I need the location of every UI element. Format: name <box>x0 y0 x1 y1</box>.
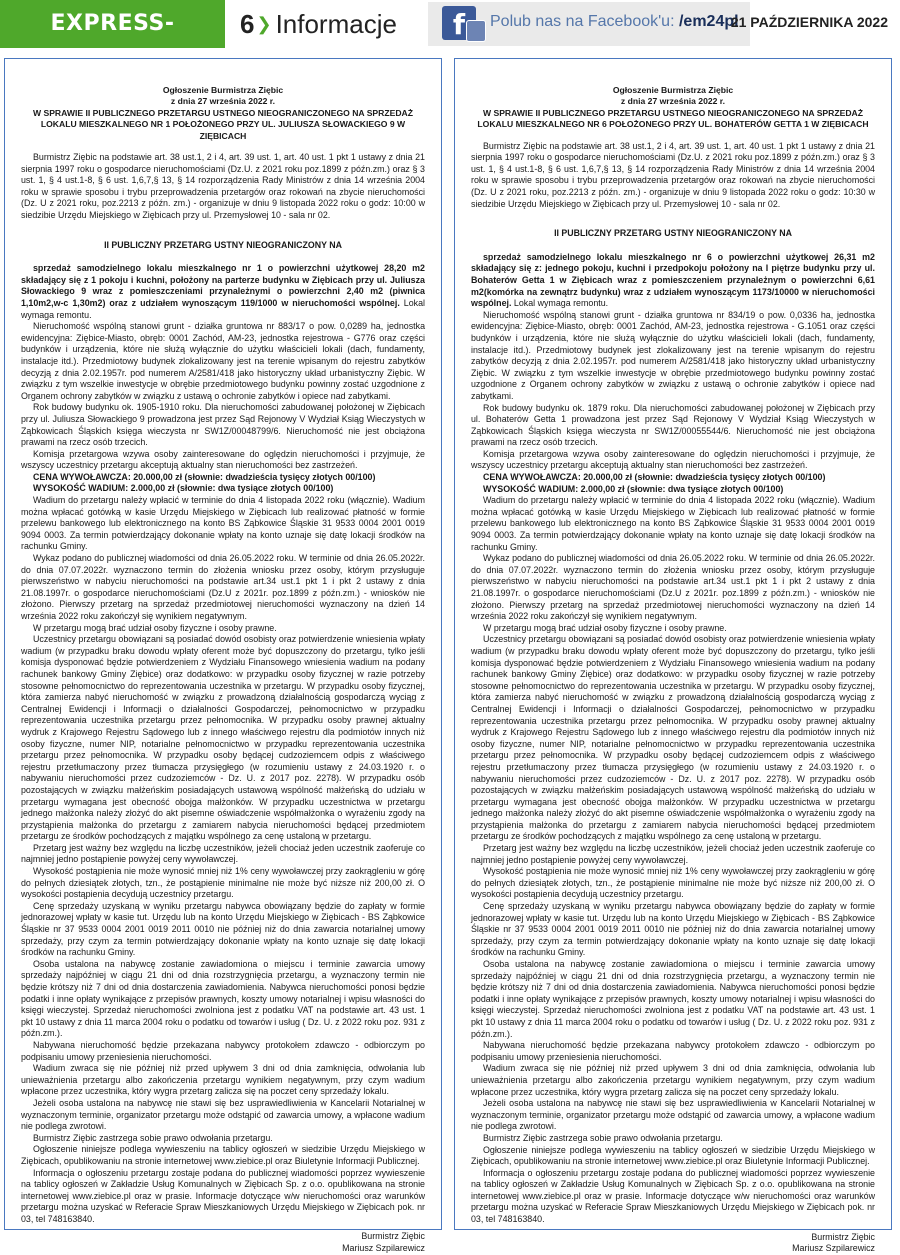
notice-paragraph: Wadium do przetargu należy wpłacić w terminie do dnia 4 listopada 2022 roku (włącznie). Wadium można wpłacać gotówką w kasie Urzędu Miejskiego w Ziębicach lub realizować płatność w formie przelewu bankowego lub elektronicznego na konto BS Ząbkowice Śląskie 31 9533 0004 2001 0019 9094 0003. Za termin potwierdzający dokonanie wpłaty na konto uznaje się datę lokacji środków na rachunku Gminy. <box>471 495 875 552</box>
notice-title-line: W SPRAWIE II PUBLICZNEGO PRZETARGU USTNEGO NIEOGRANICZONEGO NA SPRZEDAŻ <box>482 107 864 118</box>
notice-paragraph: Osoba ustalona na nabywcę zostanie zawiadomiona o miejscu i terminie zawarcia umowy sprzedaży najpóźniej w ciągu 21 dni od dnia rozstrzygnięcia przetargu, a wyznaczony termin nie będzie krótszy niż 7 dni od dnia dostarczenia zawiadomienia. Nabywca nieruchomości ponosi będzie podatki i inne opłaty wynikające z przepisów prawnych, koszty umowy notarialnej i wpisu własności do księgi wieczystej. Sprzedaż nieruchomości zwolniona jest z podatku VAT na podstawie art. 43 ust. 1 pkt 10 ustawy z dnia 11 marca 2004 roku o podatku od towarów i usług ( Dz. U. z 2022 roku poz. 931 z późn.zm.). <box>471 959 875 1039</box>
notice-paragraph: Informacja o ogłoszeniu przetargu zostaje podana do publicznej wiadomości poprzez wywieszenie na tablicy ogłoszeń w Zakładzie Usług Komunalnych w Ziębicach Sp. z o.o. opublikowana na stronie internetowej www.ziebice.pl oraz w prasie. Informacje dotyczące w/w nieruchomości oraz warunków przetargu można uzyskać w Referacie Spraw Mieszkaniowych Urzędu Miejskiego w Ziębicach pok. nr 03, tel 748163840. <box>21 1167 425 1224</box>
notice-paragraph: Burmistrz Ziębic zastrzega sobie prawo odwołania przetargu. <box>33 1132 273 1143</box>
notice-paragraph: Wadium zwraca się nie później niż przed upływem 3 dni od dnia zamknięcia, odwołania lub unieważnienia przetargu albo zakończenia przetargu wynikiem negatywnym, przy czym wadium wpłacone przez uczestnika, który wygra przetarg zalicza się na poczet ceny sprzedaży lokalu. <box>21 1063 425 1097</box>
notice-paragraph: Jeżeli osoba ustalona na nabywcę nie stawi się bez usprawiedliwienia w Kancelarii Notarialnej w wyznaczonym terminie, organizator przetargu może odstąpić od zawarcia umowy, a wpłacone wadium nie podlega zwrotowi. <box>21 1097 425 1132</box>
notice-left <box>4 58 442 1254</box>
notice-title-line: z dnia 27 września 2022 r. <box>170 96 276 107</box>
masthead <box>0 0 900 84</box>
site-logo[interactable]: EXPRESS-MIEJSKI.PL <box>0 0 225 48</box>
notice-paragraph: Wadium do przetargu należy wpłacić w terminie do dnia 4 listopada 2022 roku (włącznie). Wadium można wpłacać gotówką w kasie Urzędu Miejskiego w Ziębicach lub realizować płatność w formie przelewu bankowego lub elektronicznego na konto BS Ząbkowice Śląskie 31 9533 0004 2001 0019 9094 0003. Za termin potwierdzający dokonanie wpłaty na konto uznaje się datę lokacji środków na rachunku Gminy. <box>21 495 425 552</box>
deposit-amount: WYSOKOŚĆ WADIUM: 2.000,00 zł (słownie: dwa tysiące złotych 00/100) <box>33 483 334 494</box>
signature-title: Burmistrz Ziębic <box>811 1231 875 1242</box>
notice-paragraph: Uczestnicy przetargu obowiązani są posiadać dowód osobisty oraz potwierdzenie wniesienia wpłaty wadium (w przypadku braku dowodu wpłaty oferent może być dopuszczony do przetargu, tylko jeśli komisja dysponować będzie potwierdzeniem z Wydziału Finansowego wniesienia wadium na podany rachunek bankowy Gminy Ziębice) oraz dodatkowo: w przypadku osoby fizycznej w razie potrzeby stosowne pełnomocnictwo do reprezentowania uczestnika w przetargu. W przypadku osoby fizycznej, która zamierza nabyć nieruchomość w związku z prowadzoną działalnością gospodarczą wyciąg z Centralnej Ewidencji i Informacji o działalności Gospodarczej, pełnomocnictwo w przypadku reprezentowania uczestnika przetargu przez pełnomocnika. W przypadku osoby prawnej aktualny wydruk z Krajowego Rejestru Sądowego lub z innego właściwego rejestru dla podmiotów innych niż osoby fizyczne, numer NIP, notarialne pełnomocnictwo w przypadku reprezentowania uczestnika przetargu przez pełnomocnika. W przypadku osoby będącej cudzoziemcem odpis z właściwego rejestru przetłumaczony przez tłumacza przysięgłego (w rozumieniu ustawy z 24.03.1920 r. o nabywaniu nieruchomości przez cudzoziemców - Dz. U. z 2017 poz. 2278). W przypadku osób pozostających w związku małżeńskim posiadających ustawową wspólność małżeńską do udziału w przetargu wymagana jest obecność obojga małżonków. W przypadku uczestnictwa w przetargu jednego małżonka należy złożyć do akt pisemne oświadczenie współmałżonka o wyrażeniu zgody na przystąpienia małżonka do przetargu z zamiarem nabycia nieruchomości będącej przedmiotem przetargu ze środków pochodzących z majątku wspólnego za cenę ustaloną w przetargu. <box>471 634 875 842</box>
notice-title-line: z dnia 27 września 2022 r. <box>620 96 726 107</box>
signature <box>471 1232 875 1255</box>
starting-price: CENA WYWOŁAWCZA: 20.000,00 zł (słownie: dwadzieścia tysięcy złotych 00/100) <box>483 472 826 483</box>
notice-paragraph: W przetargu mogą brać udział osoby fizyczne i osoby prawne. <box>33 622 277 633</box>
facebook-icon: f <box>442 6 476 40</box>
notice-paragraph: Jeżeli osoba ustalona na nabywcę nie stawi się bez usprawiedliwienia w Kancelarii Notarialnej w wyznaczonym terminie, organizator przetargu może odstąpić od zawarcia umowy, a wpłacone wadium nie podlega zwrotowi. <box>471 1098 875 1132</box>
notice-title-line: LOKALU MIESZKALNEGO NR 6 POŁOŻONEGO PRZY UL. BOHATERÓW GETTA 1 W ZIĘBICACH <box>477 119 869 130</box>
notice-paragraph: Nieruchomość wspólną stanowi grunt - działka gruntowa nr 834/19 o pow. 0,0336 ha, jednostka ewidencyjna: Ziębice-Miasto, obręb: 0001 Zachód, AM-23, jednostka rejestrowa - G.1051 oraz części budynków i urządzenia, które nie służą wyłącznie do użytku właścicieli lokali (dach, fundamenty, instalacje itd.). Przedmiotowy budynek jest zlokalizowany jest na terenie wpisanym do rejestru zabytków decyzją z dnia 2.02.1957r. pod numerem A/2581/418 jako historyczny układ urbanistyczny Ziębic. W związku z tym wszelkie inwestycje w obrębie przedmiotowego budynku powinny zostać uzgodnione z Organem ochrony zabytków w związku z ustawą o ochronie zabytków i opiece nad zabytkami. <box>471 309 875 401</box>
notice-lead-tail: Lokal wymaga remontu. <box>511 298 609 309</box>
notice-paragraph: Uczestnicy przetargu obowiązani są posiadać dowód osobisty oraz potwierdzenie wniesienia wpłaty wadium (w przypadku braku dowodu wpłaty oferent może być dopuszczony do przetargu, tylko jeśli komisja dysponować będzie potwierdzeniem z Wydziału Finansowego wniesienia wadium na podany rachunek bankowy Gminy Ziębice) oraz dodatkowo: w przypadku osoby fizycznej w razie potrzeby stosowne pełnomocnictwo do reprezentowania uczestnika w przetargu. W przypadku osoby fizycznej, która zamierza nabyć nieruchomość w związku z prowadzoną działalnością gospodarczą wyciąg z Centralnej Ewidencji i Informacji o działalności Gospodarczej, pełnomocnictwo w przypadku reprezentowania uczestnika przetargu przez pełnomocnika. W przypadku osoby prawnej aktualny wydruk z Krajowego Rejestru Sądowego lub z innego właściwego rejestru dla podmiotów innych niż osoby fizyczne, numer NIP, notarialne pełnomocnictwo w przypadku reprezentowania uczestnika przetargu przez pełnomocnika. W przypadku osoby będącej cudzoziemcem odpis z właściwego rejestru przetłumaczony przez tłumacza przysięgłego (w rozumieniu ustawy z 24.03.1920 r. o nabywaniu nieruchomości przez cudzoziemców - Dz. U. z 2017 poz. 2278). W przypadku osób pozostających w związku małżeńskim posiadających ustawową wspólność małżeńską do udziału w przetargu wymagana jest obecność obojga małżonków. W przypadku uczestnictwa w przetargu jednego małżonka należy złożyć do akt pisemne oświadczenie współmałżonka o wyrażeniu zgody na przystąpienia małżonka do przetargu z zamiarem nabycia nieruchomości będącej przedmiotem przetargu ze środków pochodzących z majątku wspólnego za cenę ustaloną w przetargu. <box>21 634 425 842</box>
facebook-text: Polub nas na Facebook'u: <box>490 13 675 30</box>
notice-paragraph: Cenę sprzedaży uzyskaną w wyniku przetargu nabywca obowiązany będzie do zapłaty w formie jednorazowej wpłaty w kasie tut. Urzędu lub na konto Urzędu Miejskiego w Ziębicach - BS Ząbkowice Śląskie nr 37 9533 0004 2001 0019 2011 0010 nie później niż do dnia zawarcia notarialnej umowy sprzedaży, przy czym za termin potwierdzający dokonanie wpłaty na konto uznaje się datę lokacji środków na rachunku Gminy. <box>21 900 425 958</box>
notice-paragraph: W przetargu mogą brać udział osoby fizyczne i osoby prawne. <box>483 622 727 633</box>
notice-lead-tail: Lokal wymaga remontu. <box>21 297 425 320</box>
notice-paragraph: Cenę sprzedaży uzyskaną w wyniku przetargu nabywca obowiązany będzie do zapłaty w formie jednorazowej wpłaty w kasie tut. Urzędu lub na konto Urzędu Miejskiego w Ziębicach - BS Ząbkowice Śląskie nr 37 9533 0004 2001 0019 2011 0010 nie później niż do dnia zawarcia notarialnej umowy sprzedaży, przy czym za termin potwierdzający dokonanie wpłaty na konto uznaje się datę lokacji środków na rachunku Gminy. <box>471 901 875 958</box>
notice-paragraph: Wadium zwraca się nie później niż przed upływem 3 dni od dnia zamknięcia, odwołania lub unieważnienia przetargu albo zakończenia przetargu wynikiem negatywnym, przy czym wadium wpłacone przez uczestnika, który wygra przetarg zalicza się na poczet ceny sprzedaży lokalu. <box>471 1063 875 1097</box>
notice-paragraph: Komisja przetargowa wzywa osoby zainteresowane do oględzin nieruchomości i przyjmuje, że wszyscy uczestnicy przetargu akceptują aktualny stan nieruchomości bez zastrzeżeń. <box>471 448 875 471</box>
notice-paragraph: Ogłoszenie niniejsze podlega wywieszeniu na tablicy ogłoszeń w siedzibie Urzędu Miejskiego w Ziębicach, opublikowaniu na stronie internetowej www.ziebice.pl oraz Biuletynie Informacji Publicznej. <box>471 1144 875 1167</box>
notice-paragraph: Komisja przetargowa wzywa osoby zainteresowane do oględzin nieruchomości i przyjmuje, że wszyscy uczestnicy przetargu akceptują aktualny stan nieruchomości bez zastrzeżeń. <box>21 448 425 471</box>
page-number: 6 <box>240 9 255 39</box>
notice-title-line: W SPRAWIE II PUBLICZNEGO PRZETARGU USTNEGO NIEOGRANICZONEGO NA SPRZEDAŻ <box>32 107 414 118</box>
notice-title <box>21 85 425 142</box>
notice-subhead: II PUBLICZNY PRZETARG USTNY NIEOGRANICZONY NA <box>554 228 792 239</box>
notice-title <box>471 85 875 131</box>
signature <box>21 1231 425 1254</box>
notice-paragraph: Nabywana nieruchomość będzie przekazana nabywcy protokołem zdawczo - odbiorczym po podpisaniu umowy przeniesienia nieruchomości. <box>471 1040 875 1062</box>
notice-paragraph: Ogłoszenie niniejsze podlega wywieszeniu na tablicy ogłoszeń w siedzibie Urzędu Miejskiego w Ziębicach, opublikowaniu na stronie internetowej www.ziebice.pl oraz Biuletynie Informacji Publicznej. <box>21 1144 425 1166</box>
notice-paragraph: Rok budowy budynku ok. 1905-1910 roku. Dla nieruchomości zabudowanej położonej w Ziębicach przy ul. Juliusza Słowackiego 9 prowadzona jest przez Sąd Rejonowy V Wydział Ksiąg Wieczystych w Ząbkowicach Śląskich księga wieczysta nr SW1Z/00048799/6. Nieruchomość nie jest obciążona prawami na rzecz osób trzecich. <box>21 402 425 448</box>
notice-paragraph: Osoba ustalona na nabywcę zostanie zawiadomiona o miejscu i terminie zawarcia umowy sprzedaży najpóźniej w ciągu 21 dni od dnia rozstrzygnięcia przetargu, a wyznaczony termin nie będzie krótszy niż 7 dni od dnia dostarczenia zawiadomienia. Nabywca nieruchomości ponosi będzie podatki i inne opłaty wynikające z przepisów prawnych, koszty umowy notarialnej i wpisu własności do księgi wieczystej. Sprzedaż nieruchomości zwolniona jest z podatku VAT na podstawie art. 43 ust. 1 pkt 10 ustawy z dnia 11 marca 2004 roku o podatku od towarów i usług ( Dz. U. z 2022 roku poz. 931 z późn.zm.). <box>21 958 425 1039</box>
deposit-amount: WYSOKOŚĆ WADIUM: 2.000,00 zł (słownie: dwa tysiące złotych 00/100) <box>483 483 784 494</box>
notice-paragraph: Burmistrz Ziębic zastrzega sobie prawo odwołania przetargu. <box>483 1132 723 1143</box>
notice-paragraph: Wykaz podano do publicznej wiadomości od dnia 26.05.2022 roku. W terminie od dnia 26.05.2022r. do dnia 07.07.2022r. wyznaczono termin do złożenia wniosku przez osoby, którym przysługuje pierwszeństwo w nabyciu nieruchomości na podstawie art.34 ust.1 pkt 1 i pkt 2 ustawy z dnia 21.08.1997r. o gospodarce nieruchomościami (Dz.U z 2021r. poz.1899 z późn.zm.) - wniosków nie złożono. Pierwszy przetarg na sprzedaż przedmiotowej nieruchomości wyznaczony na dzień 14 września 2022 roku zakończył się wynikiem negatywnym. <box>21 553 425 621</box>
notice-title-line: LOKALU MIESZKALNEGO NR 1 POŁOŻONEGO PRZY UL. JULIUSZA SŁOWACKIEGO 9 W ZIĘBICACH <box>40 119 406 141</box>
notice-paragraph: Informacja o ogłoszeniu przetargu zostaje podana do publicznej wiadomości poprzez wywieszenie na tablicy ogłoszeń w Zakładzie Usług Komunalnych w Ziębicach Sp. z o.o. opublikowana na stronie internetowej www.ziebice.pl oraz w prasie. Informacje dotyczące w/w nieruchomości oraz warunków przetargu można uzyskać w Referacie Spraw Mieszkaniowych Urzędu Miejskiego w Ziębicach pok. nr 03, tel 748163840. <box>471 1167 875 1225</box>
notice-right <box>454 58 892 1254</box>
notice-title-line: Ogłoszenie Burmistrza Ziębic <box>162 85 284 95</box>
notice-paragraph: Nieruchomość wspólną stanowi grunt - działka gruntowa nr 883/17 o pow. 0,0289 ha, jednostka ewidencyjna: Ziębice-Miasto, obręb: 0001 Zachód, AM-23, jednostka rejestrowa - G776 oraz części budynków i urządzenia, które nie służą wyłącznie do użytku właścicieli lokali (dach, fundamenty, instalacje itd.). Przedmiotowy budynek zlokalizowany jest na terenie wpisanym do rejestru zabytków decyzją z dnia 2.02.1957r. pod numerem A/2581/418 jako historyczny układ urbanistyczny Ziębic. W związku z tym wszelkie inwestycje w obrębie przedmiotowego budynku powinny zostać uzgodnione z Organem ochrony zabytków w związku z ustawą o ochronie zabytków i opiece nad zabytkami. <box>21 321 425 401</box>
starting-price: CENA WYWOŁAWCZA: 20.000,00 zł (słownie: dwadzieścia tysięcy złotych 00/100) <box>33 471 376 482</box>
notice-paragraph: Wykaz podano do publicznej wiadomości od dnia 26.05.2022 roku. W terminie od dnia 26.05.2022r. do dnia 07.07.2022r. wyznaczono termin do złożenia wniosku przez osoby, którym przysługuje pierwszeństwo w nabyciu nieruchomości na podstawie art.34 ust.1 pkt 1 i pkt 2 ustawy z dnia 21.08.1997r. o gospodarce nieruchomościami (Dz.U z 2021r. poz.1899 z późn.zm.) - wniosków nie złożono. Pierwszy przetarg na sprzedaż przedmiotowej nieruchomości wyznaczony na dzień 14 września 2022 roku zakończył się wynikiem negatywnym. <box>471 553 875 622</box>
notice-paragraph: Wysokość postąpienia nie może wynosić mniej niż 1% ceny wywoławczej przy zaokrągleniu w górę do pełnych dziesiątek złotych, tzn., że postąpienie minimalne nie może być niższe niż 200,00 zł. O wysokości postąpienia decydują uczestnicy przetargu. <box>21 866 425 900</box>
section-header <box>240 6 397 42</box>
signature-title: Burmistrz Ziębic <box>361 1231 425 1242</box>
chevron-right-icon: ❯ <box>256 14 272 34</box>
notice-paragraph: Przetarg jest ważny bez względu na liczbę uczestników, jeżeli chociaż jeden uczestnik zaoferuje co najmniej jedno postąpienie powyżej ceny wywoławczej. <box>21 842 425 865</box>
signature-name: Mariusz Szpilarewicz <box>342 1243 425 1254</box>
notice-title-line: Ogłoszenie Burmistrza Ziębic <box>612 85 734 95</box>
signature-name: Mariusz Szpilarewicz <box>792 1243 875 1254</box>
notice-lead <box>471 252 875 310</box>
notice-lead-bold: sprzedaż samodzielnego lokalu mieszkalnego nr 1 o powierzchni użytkowej 28,20 m2 składający się z 1 pokoju i kuchni, położony na parterze budynku w Ziębicach przy ul. Juliusza Słowackiego 9 wraz z pomieszczeniami przynależnymi o powierzchni 2,40 m2 (piwnica 1,10m2,w-c 1,30m2) oraz z udziałem wynoszącym 119/1000 w nieruchomości wspólnej. <box>21 263 425 308</box>
notice-paragraph: Rok budowy budynku ok. 1879 roku. Dla nieruchomości zabudowanej położonej w Ziębicach przy ul. Bohaterów Getta 1 prowadzona jest przez Sąd Rejonowy V Wydział Ksiąg Wieczystych w Ząbkowicach Śląskich księga wieczysta nr SW1Z/00055544/6. Nieruchomość nie jest obciążona prawami na rzecz osób trzecich. <box>471 402 875 448</box>
notice-subhead: II PUBLICZNY PRZETARG USTNY NIEOGRANICZONY NA <box>104 239 342 250</box>
notice-lead-bold: sprzedaż samodzielnego lokalu mieszkalnego nr 6 o powierzchni użytkowej 26,31 m2 składający się z: jednego pokoju, kuchni i przedpokoju położony na I piętrze budynku przy ul. Bohaterów Getta 1 w Ziębicach wraz z pomieszczeniem przynależnym o powierzchni 6,61 m2(komórka na zewnątrz budynku) wraz z udziałem wynoszącym 1173/10000 w nieruchomości wspólnej. <box>471 251 875 309</box>
notice-paragraph: Przetarg jest ważny bez względu na liczbę uczestników, jeżeli chociaż jeden uczestnik zaoferuje co najmniej jedno postąpienie powyżej ceny wywoławczej. <box>471 843 875 865</box>
notice-lead <box>21 263 425 321</box>
section-title: Informacje <box>275 9 397 39</box>
notice-intro: Burmistrz Ziębic na podstawie art. 38 ust.1, 2 i 4, art. 39 ust. 1, art. 40 ust. 1 pkt 1 ustawy z dnia 21 sierpnia 1997 roku o gospodarce nieruchomościami (Dz.U. z 2021 roku poz.1899 z późn.zm.) oraz § 3 ust. 1, § 4 ust.1-8, § 6 ust. 1,6,7,§ 13, § 14 rozporządzenia Rady Ministrów z dnia 14 września 2004 roku w sprawie sposobu i trybu przeprowadzenia przetargów oraz rokowań na zbycie nieruchomości (Dz. U z 2021 roku, poz.2213 z późn. zm.) - organizuje w dniu 9 listopada 2022 roku o godz: 10:00 w siedzibie Urzędu Miejskiego w Ziębicach przy ul. Przemysłowej 10 - sala nr 02. <box>21 152 425 220</box>
facebook-handle: /em24pl <box>678 13 739 30</box>
notice-paragraph: Nabywana nieruchomość będzie przekazana nabywcy protokołem zdawczo - odbiorczym po podpisaniu umowy przeniesienia nieruchomości. <box>21 1039 425 1062</box>
facebook-link[interactable] <box>490 13 739 31</box>
thumbs-up-icon <box>466 20 486 42</box>
issue-date: 21 PAŹDZIERNIKA 2022 <box>730 14 888 30</box>
notice-paragraph: Wysokość postąpienia nie może wynosić mniej niż 1% ceny wywoławczej przy zaokrągleniu w górę do pełnych dziesiątek złotych, tzn., że postąpienie minimalne nie może być niższe niż 200,00 zł. O wysokości postąpienia decydują uczestnicy przetargu. <box>471 866 875 900</box>
notice-intro: Burmistrz Ziębic na podstawie art. 38 ust.1, 2 i 4, art. 39 ust. 1, art. 40 ust. 1 pkt 1 ustawy z dnia 21 sierpnia 1997 roku o gospodarce nieruchomościami (Dz.U. z 2021 roku poz.1899 z późn.zm.) oraz § 3 ust. 1, § 4 ust.1-8, § 6 ust. 1,6,7,§ 13, § 14 rozporządzenia Rady Ministrów z dnia 14 września 2004 roku w sprawie sposobu i trybu przeprowadzenia przetargów oraz rokowań na zbycie nieruchomości (Dz. U z 2021 roku, poz.2213 z późn. zm.) - organizuje w dniu 9 listopada 2022 roku o godz: 10:30 w siedzibie Urzędu Miejskiego w Ziębicach przy ul. Przemysłowej 10 - sala nr 02. <box>471 140 875 209</box>
